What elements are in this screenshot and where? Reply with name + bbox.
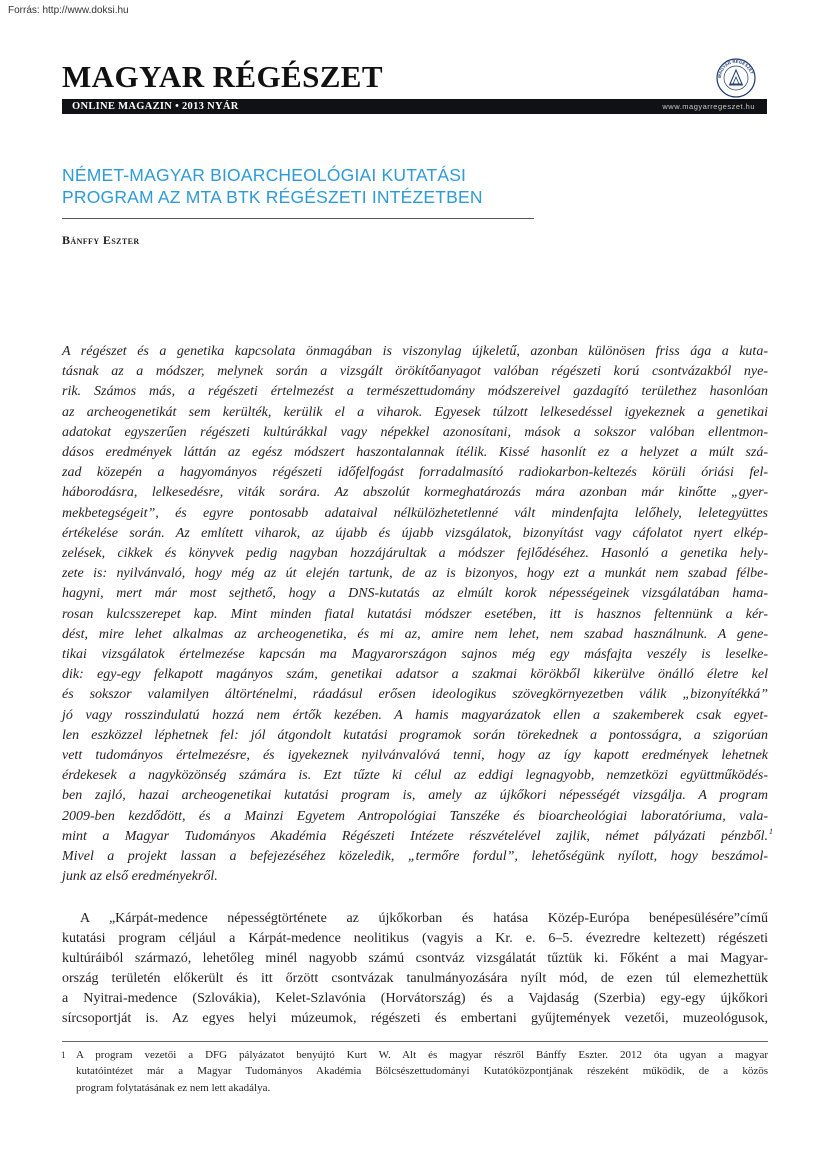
- abstract-line: vett tudományos értelmezésre, és igyekeznek nyilvánvalóvá tenni, hogy az így kapott eredmények lehetnek: [62, 748, 768, 764]
- magazine-title: MAGYAR RÉGÉSZET: [62, 59, 383, 94]
- abstract-line: zete is: nyilvánvaló, hogy még az út elején tartunk, de az is bizonyos, hogy ezt a munkát nem szabad félbe-: [62, 566, 768, 582]
- abstract-line: értékelése során. Az említett viharok, az újabb és újabb vizsgálatok, bizonyítást vagy cáfolatot nyert elkép-: [62, 525, 768, 541]
- magazine-url: www.magyarregeszet.hu: [662, 102, 755, 111]
- abstract-line: rik. Számos más, a régészeti értelmezést a természettudomány módszereivel gazdagító területhez hasonlóan: [62, 384, 768, 400]
- abstract-line: mint a Magyar Tudományos Akadémia Régészeti Intézete részvételével zajlik, német pályázati pénzből. 1: [62, 826, 773, 844]
- abstract-line: mekbetegségeit”, és egyre pontosabb adataival nélkülözhetetlenné vált mindenfajta lelőhely, leletegyüttes: [62, 505, 768, 521]
- abstract-line: tásnak az a módszer, melynek során a vizsgált örökítőanyagot valóban régészeti korú csontvázakból nye-: [62, 364, 768, 380]
- masthead-bar: [62, 99, 767, 114]
- footnote-line: kutatóintézet már a Magyar Tudományos Akadémia Bölcsészettudományi Kutatóközpontjának részeként működik, de a közös: [76, 1065, 768, 1078]
- archaeology-seal-icon: [716, 58, 756, 98]
- abstract-line: jó vagy rosszindulatú hozzá nem értők kezében. A hamis magyarázatok ellen a szakemberek csak egyet-: [62, 707, 768, 723]
- abstract: [62, 342, 773, 887]
- footnote: [62, 1047, 768, 1096]
- abstract-line: dik: egy-egy felkapott magányos szám, genetikai adatsor a szakmai körökből kikerülve önálló életre kel: [62, 667, 768, 683]
- abstract-line: junk az első eredményekről.: [62, 869, 218, 885]
- abstract-line: háborodásra, lelkesedésre, viták sorára. Az abszolút kormeghatározás mára azonban már kinőtte „gyer-: [62, 485, 768, 501]
- abstract-line: ben zajló, hazai archeogenetikai kutatási program is, amely az újkőkori népességét vizsgálja. A program: [62, 788, 768, 804]
- abstract-line: Mivel a projekt lassan a befejezéséhez közeledik, „termőre fordul”, lehetőségünk nyílott, hogy beszámol-: [62, 849, 768, 865]
- footnote-text: [76, 1047, 768, 1096]
- body-line: kutatási program céljául a Kárpát-medence neolitikus (vagyis a Kr. e. 6–5. évezredre keltezett) régészeti: [62, 930, 768, 946]
- footnote-divider: [62, 1041, 768, 1042]
- abstract-line: 2009-ben kezdődött, és a Mainzi Egyetem Antropológiai Tanszéke és bioarcheológiai laboratóriuma, vala-: [62, 808, 768, 824]
- body-text: [62, 909, 768, 1028]
- body-line: A „Kárpát-medence népességtörténete az újkőkorban és hatása Közép-Európa benépesülésére”című: [80, 911, 768, 926]
- body-line: kultúráiból származó, lehetőleg minél nagyobb számú csontváz vizsgálatát tűztük ki. Főként a mai Magyar-: [62, 950, 768, 966]
- body-line: sírcsoportját is. Az egyes helyi múzeumok, régészeti és embertani gyűjtemények vezetői, muzeológusok,: [62, 1010, 768, 1026]
- seal-ring-text: MAGYAR RÉGÉSZET: [716, 58, 755, 79]
- issue-label: ONLINE MAGAZIN • 2013 NYÁR: [72, 101, 239, 112]
- footnote-line: program folytatásának ez nem lett akadálya.: [76, 1081, 271, 1094]
- title-line: PROGRAM AZ MTA BTK RÉGÉSZETI INTÉZETBEN: [62, 187, 483, 207]
- abstract-line: az archeogenetikát sem kerülték, kerülik el a viharok. Egyesek túlzott lelkesedéssel igyekeznek a genetikai: [62, 404, 768, 420]
- abstract-line: rosan kulcsszerepet kap. Mint minden fiatal kutatási módszer esetében, itt is hasznos feltennünk a kér-: [62, 606, 768, 622]
- footnote-number: 1: [61, 1050, 66, 1060]
- abstract-line: dásos eredmények láttán az egész módszert haszontalannak ítélik. Kissé hasonlít ez a helyzet a múlt szá-: [62, 445, 768, 461]
- title-line: NÉMET-MAGYAR BIOARCHEOLÓGIAI KUTATÁSI: [62, 165, 467, 185]
- abstract-line: adatokat egyszerűen régészeti kultúrákkal vagy népekkel azonosítani, mások a sokszor valóban ellentmon-: [62, 424, 768, 440]
- article-author: Bánffy Eszter: [62, 233, 140, 247]
- source-label: Forrás: http://www.doksi.hu: [8, 5, 129, 16]
- abstract-line: tikai vizsgálatok értelmezése kapcsán ma Magyarországon sajnos még egy másfajta veszély is leselke-: [62, 647, 768, 663]
- article-title: [62, 164, 542, 208]
- abstract-line: és sokszor valamilyen áltörténelmi, ráadásul erősen ideologikus szövegkörnyezetben válik „bizonyítékká”: [62, 687, 768, 703]
- abstract-line: dést, mire lehet alkalmas az archeogenetika, és mi az, amire nem lehet, nem szabad használnunk. A gene-: [62, 626, 768, 642]
- abstract-line: zelések, cikkek és könyvek pedig nagyban hozzájárultak a módszer fejlődéséhez. Hasonló a genetika hely-: [62, 546, 768, 562]
- abstract-line: len eszközzel léphetnek fel: jól átgondolt kutatási programok során törekednek a pontosságra, a szigorúan: [62, 727, 768, 743]
- abstract-line: A régészet és a genetika kapcsolata önmagában is viszonylag újkeletű, azonban különösen friss ága a kuta-: [62, 344, 768, 359]
- abstract-line: zad közepén a hagyományos régészeti időfelfogást forradalmasító radiokarbon-keltezés körüli óriási fel-: [62, 465, 768, 481]
- footnote-line: A program vezetői a DFG pályázatot benyújtó Kurt W. Alt és magyar részről Bánffy Eszter. 2012 óta ugyan a magyar: [76, 1049, 768, 1061]
- svg-text:MAGYAR RÉGÉSZET: [717, 59, 755, 78]
- body-line: a Nyitrai-medence (Szlovákia), Kelet-Szlavónia (Horvátország) és a Vajdaság (Szerbia) egy-egy újkőkori: [62, 990, 768, 1006]
- title-divider: [62, 218, 534, 219]
- abstract-line: érdekesek a nagyközönség számára is. Ezt tűzte ki célul az eddigi legnagyobb, nemzetközi együttműködés-: [62, 768, 768, 784]
- abstract-line: hagyni, mert már most sejthető, hogy a DNS-kutatás az elmúlt korok népességeinek vizsgálatában hama-: [62, 586, 768, 602]
- body-line: ország területén előkerült és itt őrzött csontvázak tanulmányozására nyílt mód, de ezen túl elemezhettük: [62, 970, 768, 986]
